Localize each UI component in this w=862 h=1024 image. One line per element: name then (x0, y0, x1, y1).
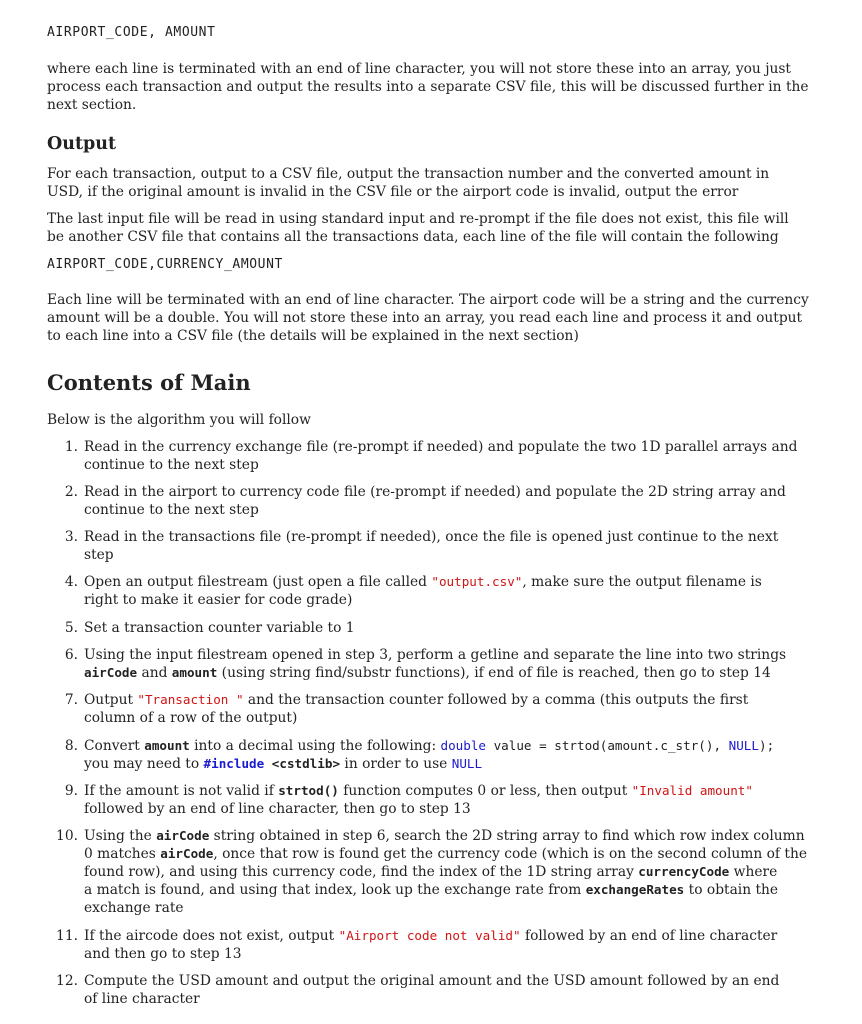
text-run: If the aircode does not exist, output (84, 928, 339, 944)
amount-variable: amount (144, 738, 190, 753)
output-filename-string: "output.csv" (431, 574, 523, 589)
text-run: Output (84, 692, 138, 708)
text-line (84, 755, 759, 773)
aircode-variable: airCode (156, 828, 210, 843)
output-heading: Output (47, 134, 117, 154)
strtod-code: value = strtod(amount.c_str(), (486, 738, 729, 753)
text-line: and then go to step 13 (84, 946, 242, 962)
text-line (84, 845, 808, 863)
step-number: 11. (56, 928, 78, 944)
text-run: in order to use (340, 756, 452, 772)
text-run: Using the (84, 828, 157, 844)
text-line: followed by an end of line character, then go to step 13 (84, 801, 471, 817)
text-run: into a decimal using the following: (189, 738, 441, 754)
exchangerates-variable: exchangeRates (585, 882, 685, 897)
code-end: ); (758, 738, 775, 753)
text-line: Set a transaction counter variable to 1 (84, 620, 355, 636)
text-line: where each line is terminated with an end of line character, you will not store these into an array, you just (47, 61, 791, 77)
text-line: Read in the currency exchange file (re-prompt if needed) and populate the two 1D parallel arrays and (84, 439, 798, 455)
text-run: and (137, 665, 172, 681)
text-line (84, 881, 779, 899)
text-run: Open an output filestream (just open a file called (84, 574, 432, 590)
text-run: found row), and using this currency code, find the index of the 1D string array (84, 864, 639, 880)
text-line: right to make it easier for code grade) (84, 592, 353, 608)
double-keyword: double (440, 738, 486, 753)
text-run: , once that row is found get the currency code (which is on the second column of the (213, 846, 808, 862)
null-keyword: NULL (728, 738, 759, 753)
text-line: For each transaction, output to a CSV file, output the transaction number and the converted amount in (47, 166, 770, 182)
text-line: The last input file will be read in using standard input and re-prompt if the file does not exist, this file will (47, 211, 789, 227)
step-number: 1. (64, 439, 78, 455)
text-run: , make sure the output filename is (522, 574, 762, 590)
text-line: step (84, 547, 114, 563)
currencycode-variable: currencyCode (638, 864, 730, 879)
text-line (84, 782, 759, 800)
text-line: Below is the algorithm you will follow (47, 412, 311, 428)
null-keyword: NULL (451, 756, 483, 771)
text-line: of line character (84, 991, 200, 1007)
text-line: column of a row of the output) (84, 710, 298, 726)
amount-variable: amount (171, 665, 218, 680)
format-paragraph (47, 291, 809, 345)
top-code-format: AIRPORT_CODE, AMOUNT (47, 25, 216, 40)
output-paragraph-1 (47, 165, 770, 201)
text-line (84, 927, 778, 945)
text-run: to obtain the (684, 882, 779, 898)
text-run: you may need to (84, 756, 204, 772)
text-line (84, 664, 771, 682)
text-line: Read in the transactions file (re-prompt if needed), once the file is opened just continue to the next (84, 529, 779, 545)
step-number: 8. (64, 738, 78, 754)
text-line: be another CSV file that contains all the transactions data, each line of the file will contain the following (47, 229, 779, 245)
text-run: function computes 0 or less, then output (338, 783, 632, 799)
step-number: 12. (56, 973, 78, 989)
step-number: 6. (64, 647, 78, 663)
step-number: 2. (64, 484, 78, 500)
text-run: a match is found, and using that index, look up the exchange rate from (84, 882, 586, 898)
main-heading: Contents of Main (47, 370, 251, 395)
invalid-amount-string: "Invalid amount" (631, 783, 753, 798)
step-number: 7. (64, 692, 78, 708)
algorithm-intro (47, 411, 759, 429)
text-line: USD, if the original amount is invalid in the CSV file or the airport code is invalid, output the error (47, 184, 739, 200)
text-run: followed by an end of line character (520, 928, 778, 944)
step-number: 10. (56, 828, 78, 844)
step-number: 9. (64, 783, 78, 799)
text-run: Convert (84, 738, 145, 754)
text-line: exchange rate (84, 900, 184, 916)
text-line (84, 691, 759, 709)
text-line: continue to the next step (84, 502, 259, 518)
text-run: and the transaction counter followed by a comma (this outputs the first (243, 692, 749, 708)
text-line: Read in the airport to currency code file (re-prompt if needed) and populate the 2D string array and (84, 484, 786, 500)
transaction-string: "Transaction " (137, 692, 244, 707)
step-number: 3. (64, 529, 78, 545)
text-line (84, 863, 778, 881)
text-line: continue to the next step (84, 457, 259, 473)
text-run: 0 matches (84, 846, 161, 862)
include-directive: #include (203, 756, 265, 771)
text-line: Compute the USD amount and output the original amount and the USD amount followed by an end (84, 973, 780, 989)
strtod-function: strtod() (278, 783, 339, 798)
step-number: 4. (64, 574, 78, 590)
aircode-variable: airCode (84, 665, 138, 680)
text-line: amount will be a double. You will not store these into an array, you read each line and process it and output (47, 310, 803, 326)
step-number: 5. (64, 620, 78, 636)
text-run: where (729, 864, 778, 880)
text-line (84, 737, 775, 755)
text-line: next section. (47, 97, 137, 113)
intro-paragraph (47, 60, 809, 114)
text-line: Using the input filestream opened in step 3, perform a getline and separate the line into two strings (84, 647, 787, 663)
text-line: Each line will be terminated with an end of line character. The airport code will be a string and the currency (47, 292, 809, 308)
airport-invalid-string: "Airport code not valid" (338, 928, 521, 943)
text-run: (using string find/substr functions), if end of file is reached, then go to step 14 (217, 665, 771, 681)
text-line (84, 573, 762, 591)
aircode-variable: airCode (160, 846, 214, 861)
text-line: process each transaction and output the results into a separate CSV file, this will be discussed further in the (47, 79, 809, 95)
text-line: to each line into a CSV file (the details will be explained in the next section) (47, 328, 579, 344)
output-paragraph-2 (47, 210, 789, 246)
format-code: AIRPORT_CODE,CURRENCY_AMOUNT (47, 257, 283, 272)
text-line (84, 827, 805, 845)
text-run: If the amount is not valid if (84, 783, 279, 799)
text-run: string obtained in step 6, search the 2D string array to find which row index column (209, 828, 805, 844)
cstdlib-header: <cstdlib> (264, 756, 341, 771)
